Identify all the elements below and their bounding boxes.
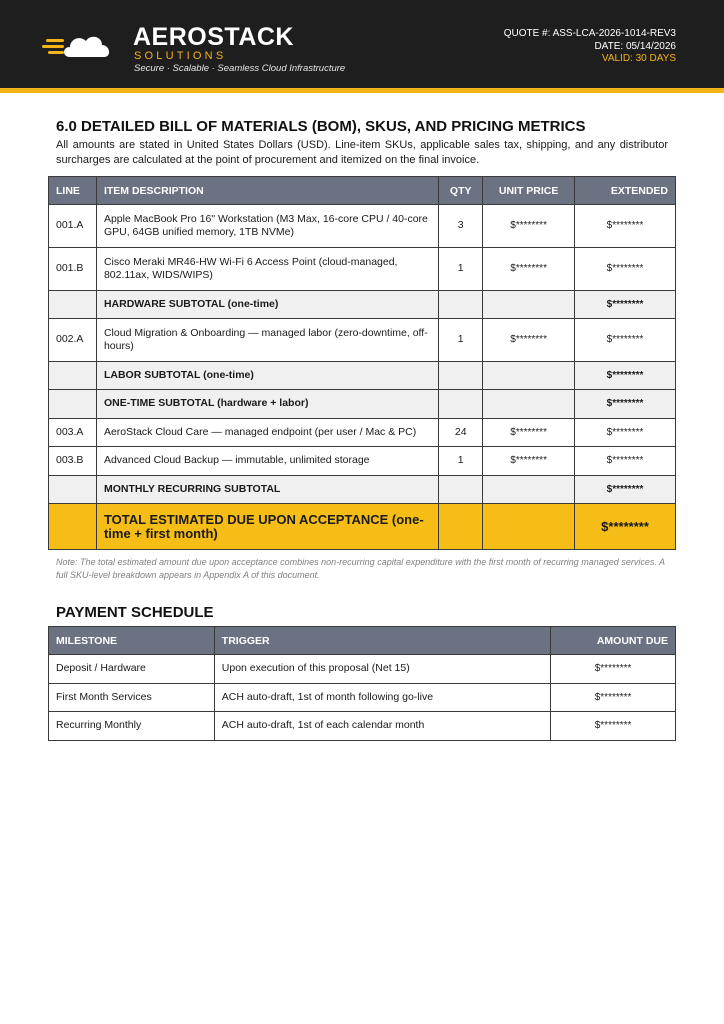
line-number: 003.B (49, 447, 97, 476)
unit-price: $******** (483, 205, 575, 248)
quote-meta (504, 28, 676, 66)
extended-price: $******** (575, 319, 676, 362)
quote-date: DATE: 05/14/2026 (594, 40, 676, 52)
col-header-amount-due: AMOUNT DUE (551, 627, 676, 655)
line-number: 002.A (49, 319, 97, 362)
header-accent-stripe (0, 88, 724, 93)
unit-price: $******** (483, 319, 575, 362)
unit-price: $******** (483, 447, 575, 476)
table-row (49, 248, 676, 291)
milestone: Recurring Monthly (49, 712, 215, 741)
extended-price: $******** (575, 447, 676, 476)
subtotal-label: HARDWARE SUBTOTAL (one-time) (96, 291, 438, 319)
quote-number: QUOTE #: ASS-LCA-2026-1014-REV3 (503, 28, 676, 39)
subtotal-row (49, 362, 676, 390)
payment-header-row (49, 627, 676, 655)
brand-tagline: Secure · Scalable · Seamless Cloud Infrastructure (134, 63, 346, 74)
item-description: AeroStack Cloud Care — managed endpoint (per user / Mac & PC) (96, 419, 438, 447)
trigger: Upon execution of this proposal (Net 15) (214, 655, 550, 684)
payment-section-title: PAYMENT SCHEDULE (56, 604, 214, 621)
milestone: First Month Services (49, 684, 215, 712)
brand-subtitle: SOLUTIONS (134, 50, 227, 62)
line-number: 001.B (49, 248, 97, 291)
grand-total-row (49, 504, 676, 550)
table-row (49, 319, 676, 362)
subtotal-label: ONE-TIME SUBTOTAL (hardware + labor) (96, 390, 438, 419)
unit-price: $******** (483, 248, 575, 291)
trigger: ACH auto-draft, 1st of month following go-live (214, 684, 550, 712)
subtotal-label: LABOR SUBTOTAL (one-time) (96, 362, 438, 390)
item-description: Advanced Cloud Backup — immutable, unlimited storage (96, 447, 438, 476)
brand-name: AEROSTACK (133, 23, 294, 51)
grand-total-amount: $******** (575, 504, 676, 550)
subtotal-row (49, 390, 676, 419)
item-qty: 3 (439, 205, 483, 248)
table-row (49, 447, 676, 476)
col-header-milestone: MILESTONE (49, 627, 215, 655)
table-row (49, 419, 676, 447)
amount-due: $******** (551, 712, 676, 741)
item-description: Cisco Meraki MR46-HW Wi-Fi 6 Access Point (cloud-managed, 802.11ax, WIDS/WIPS) (96, 248, 438, 291)
item-description: Cloud Migration & Onboarding — managed labor (zero-downtime, off-hours) (96, 319, 438, 362)
subtotal-amount: $******** (575, 362, 676, 390)
line-number: 001.A (49, 205, 97, 248)
unit-price: $******** (483, 419, 575, 447)
subtotal-row (49, 476, 676, 504)
item-qty: 1 (439, 319, 483, 362)
item-qty: 24 (439, 419, 483, 447)
trigger: ACH auto-draft, 1st of each calendar month (214, 712, 550, 741)
item-qty: 1 (439, 248, 483, 291)
subtotal-amount: $******** (575, 476, 676, 504)
amount-due: $******** (551, 684, 676, 712)
bom-section-title: 6.0 DETAILED BILL OF MATERIALS (BOM), SKUS, AND PRICING METRICS (56, 118, 586, 135)
subtotal-amount: $******** (575, 390, 676, 419)
col-header-qty: QTY (439, 177, 483, 205)
cloud-speed-icon (42, 30, 116, 62)
col-header-line: LINE (49, 177, 97, 205)
bom-table (48, 176, 676, 550)
table-row (49, 655, 676, 684)
grand-total-label: TOTAL ESTIMATED DUE UPON ACCEPTANCE (one-time + first month) (96, 504, 438, 550)
amount-due: $******** (551, 655, 676, 684)
table-row (49, 684, 676, 712)
bom-intro-paragraph: All amounts are stated in United States Dollars (USD). Line-item SKUs, applicable sales tax, shipping, and any distributor surcharges are calculated at the point of procurement and itemized on the final invoice. (56, 139, 668, 166)
table-row (49, 712, 676, 741)
payment-table (48, 626, 676, 741)
page-header (0, 0, 724, 88)
col-header-unit-price: UNIT PRICE (483, 177, 575, 205)
bom-footnote: Note: The total estimated amount due upon acceptance combines non-recurring capital expenditure with the first month of recurring managed services. A full SKU-level breakdown appears in Appendix A of this document. (56, 557, 665, 580)
subtotal-label: MONTHLY RECURRING SUBTOTAL (96, 476, 438, 504)
extended-price: $******** (575, 248, 676, 291)
item-qty: 1 (439, 447, 483, 476)
subtotal-row (49, 291, 676, 319)
bom-header-row (49, 177, 676, 205)
item-description: Apple MacBook Pro 16" Workstation (M3 Max, 16-core CPU / 40-core GPU, 64GB unified memory, 1TB NVMe) (96, 205, 438, 248)
subtotal-amount: $******** (575, 291, 676, 319)
col-header-description: ITEM DESCRIPTION (96, 177, 438, 205)
extended-price: $******** (575, 205, 676, 248)
quote-validity: VALID: 30 DAYS (601, 53, 676, 64)
col-header-extended: EXTENDED (575, 177, 676, 205)
table-row (49, 205, 676, 248)
extended-price: $******** (575, 419, 676, 447)
line-number: 003.A (49, 419, 97, 447)
col-header-trigger: TRIGGER (214, 627, 550, 655)
milestone: Deposit / Hardware (49, 655, 215, 684)
